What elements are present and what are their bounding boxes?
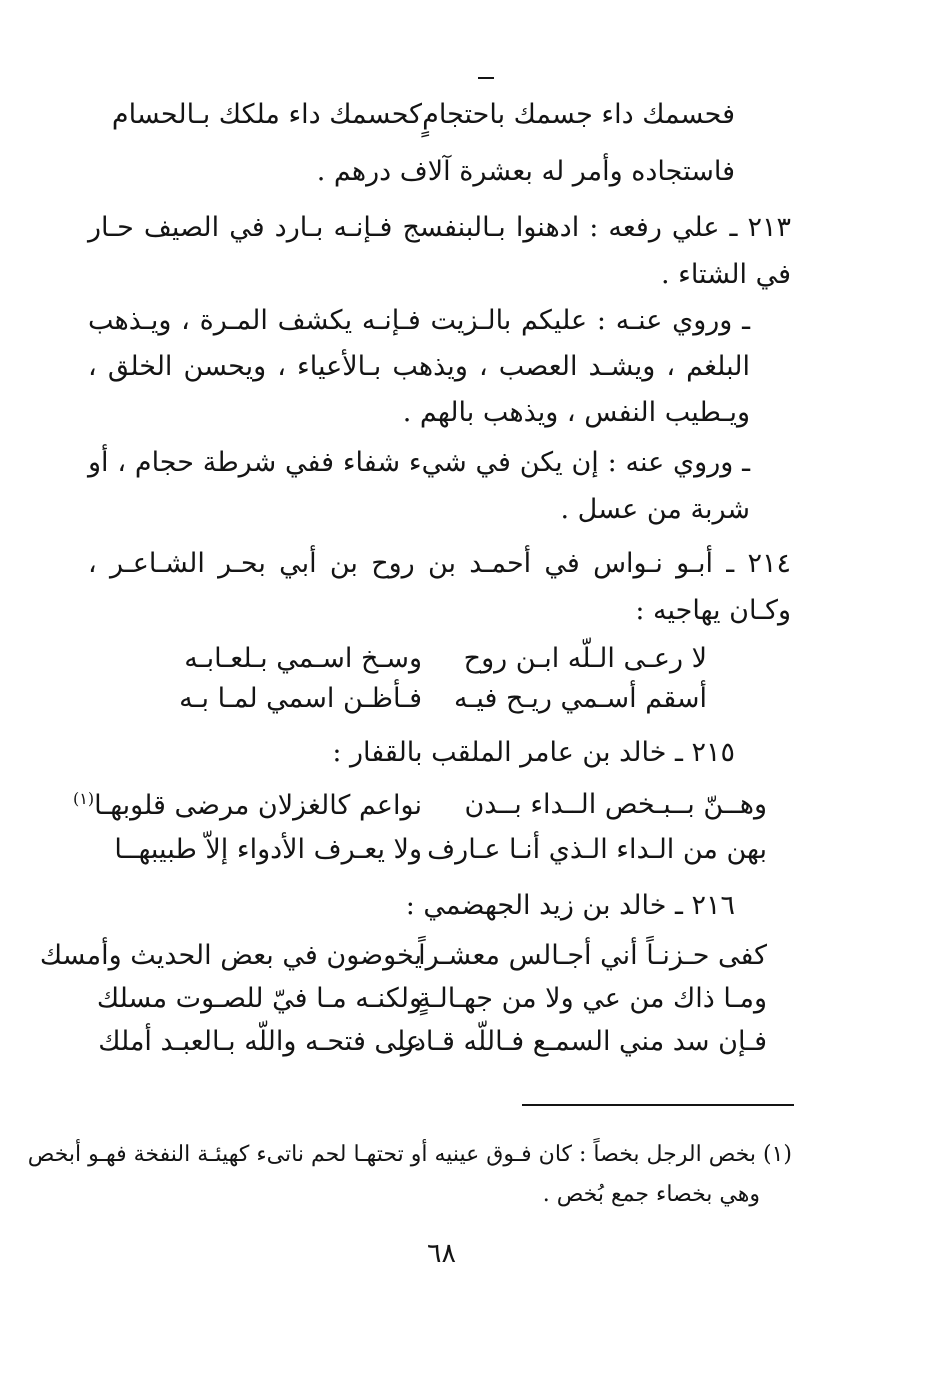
entry-215: ٢١٥ ـ خالد بن عامر الملقب بالقفار : — [332, 737, 735, 768]
header-line: فاستجاده وأمر له بعشرة آلاف درهم . — [316, 156, 735, 187]
header-verse-right: فحسمك داء جسمك باحتجامٍ — [422, 99, 735, 130]
verse-215-1-right: وهــنّ بــبـخص الــداء بــدن — [464, 789, 767, 820]
entry-213-narration-1: ـ وروي عنـه : عليكم بالـزيت فـإنـه يكشف المـرة ، ويـذهب البلغم ، ويشـد العصب ، ويذهب بـالأعياء ، ويحسن الخلق ، ويـطيب النفس ، ويذهب بالهم . — [88, 305, 750, 428]
verse-214-2-right: أسقم أسـمي ريـح فيـه — [454, 683, 707, 714]
verse-215-1-left — [73, 789, 422, 821]
verse-216-3-left: على فتحـه واللّه بـالعبـد أملك — [98, 1026, 422, 1057]
verse-214-1-right: لا رعـى الـلّه ابـن روح — [463, 643, 707, 674]
verse-216-1-left: يخوضون في بعض الحديث وأمسك — [39, 940, 422, 971]
footnote-line-1: (١) بخص الرجل بخصاً : كان فـوق عينيه أو تحتهـا لحم ناتىء كهيئـة النفخة فهـو أبخص — [27, 1142, 792, 1167]
page-number: ٦٨ — [426, 1238, 456, 1269]
footnote-line-2: وهي بخصاء جمع بُخص . — [542, 1182, 760, 1207]
top-dash — [478, 77, 494, 79]
entry-216: ٢١٦ ـ خالد بن زيد الجهضمي : — [405, 890, 735, 921]
verse-216-1-right: كفى حـزنـاً أني أجـالس معشـراً — [418, 940, 767, 971]
verse-216-3-right: فـإن سد مني السمـع فـاللّه قـادر — [400, 1026, 767, 1057]
verse-215-2-right: بهن من الـداء الـذي أنـا عـارف — [427, 834, 767, 865]
entry-213-narration-2: ـ وروي عنه : إن يكن في شيء شفاء ففي شرطة حجام ، أو شربة من عسل . — [88, 447, 750, 525]
entry-214: ٢١٤ ـ أبـو نـواس في أحمـد بن روح بن أبي بحـر الشـاعـر ، وكـان يهاجيه : — [88, 548, 791, 626]
header-verse-left: كحسمك داء ملكك بـالحسام — [111, 99, 422, 130]
footnote-separator — [522, 1104, 794, 1106]
verse-214-1-left: وسـخ اسـمي بـلعـابـه — [184, 643, 422, 674]
verse-215-2-left: ولا يعـرف الأدواء إلاّ طبيبهــا — [114, 834, 422, 865]
verse-215-1-left-text: نواعم كالغزلان مرضى قلوبهـا — [94, 790, 422, 821]
entry-213: ٢١٣ ـ علي رفعه : ادهنوا بـالبنفسج فـإنـه بـارد في الصيف حـار في الشتاء . — [88, 212, 791, 290]
footnote-marker: (١) — [72, 789, 95, 808]
verse-216-2-left: ولكنـه مـا فيّ للصـوت مسلك — [96, 983, 422, 1014]
verse-214-2-left: فـأظـن اسمي لمـا بـه — [179, 683, 422, 714]
verse-216-2-right: ومـا ذاك من عي ولا من جهـالـةٍ — [417, 983, 767, 1014]
